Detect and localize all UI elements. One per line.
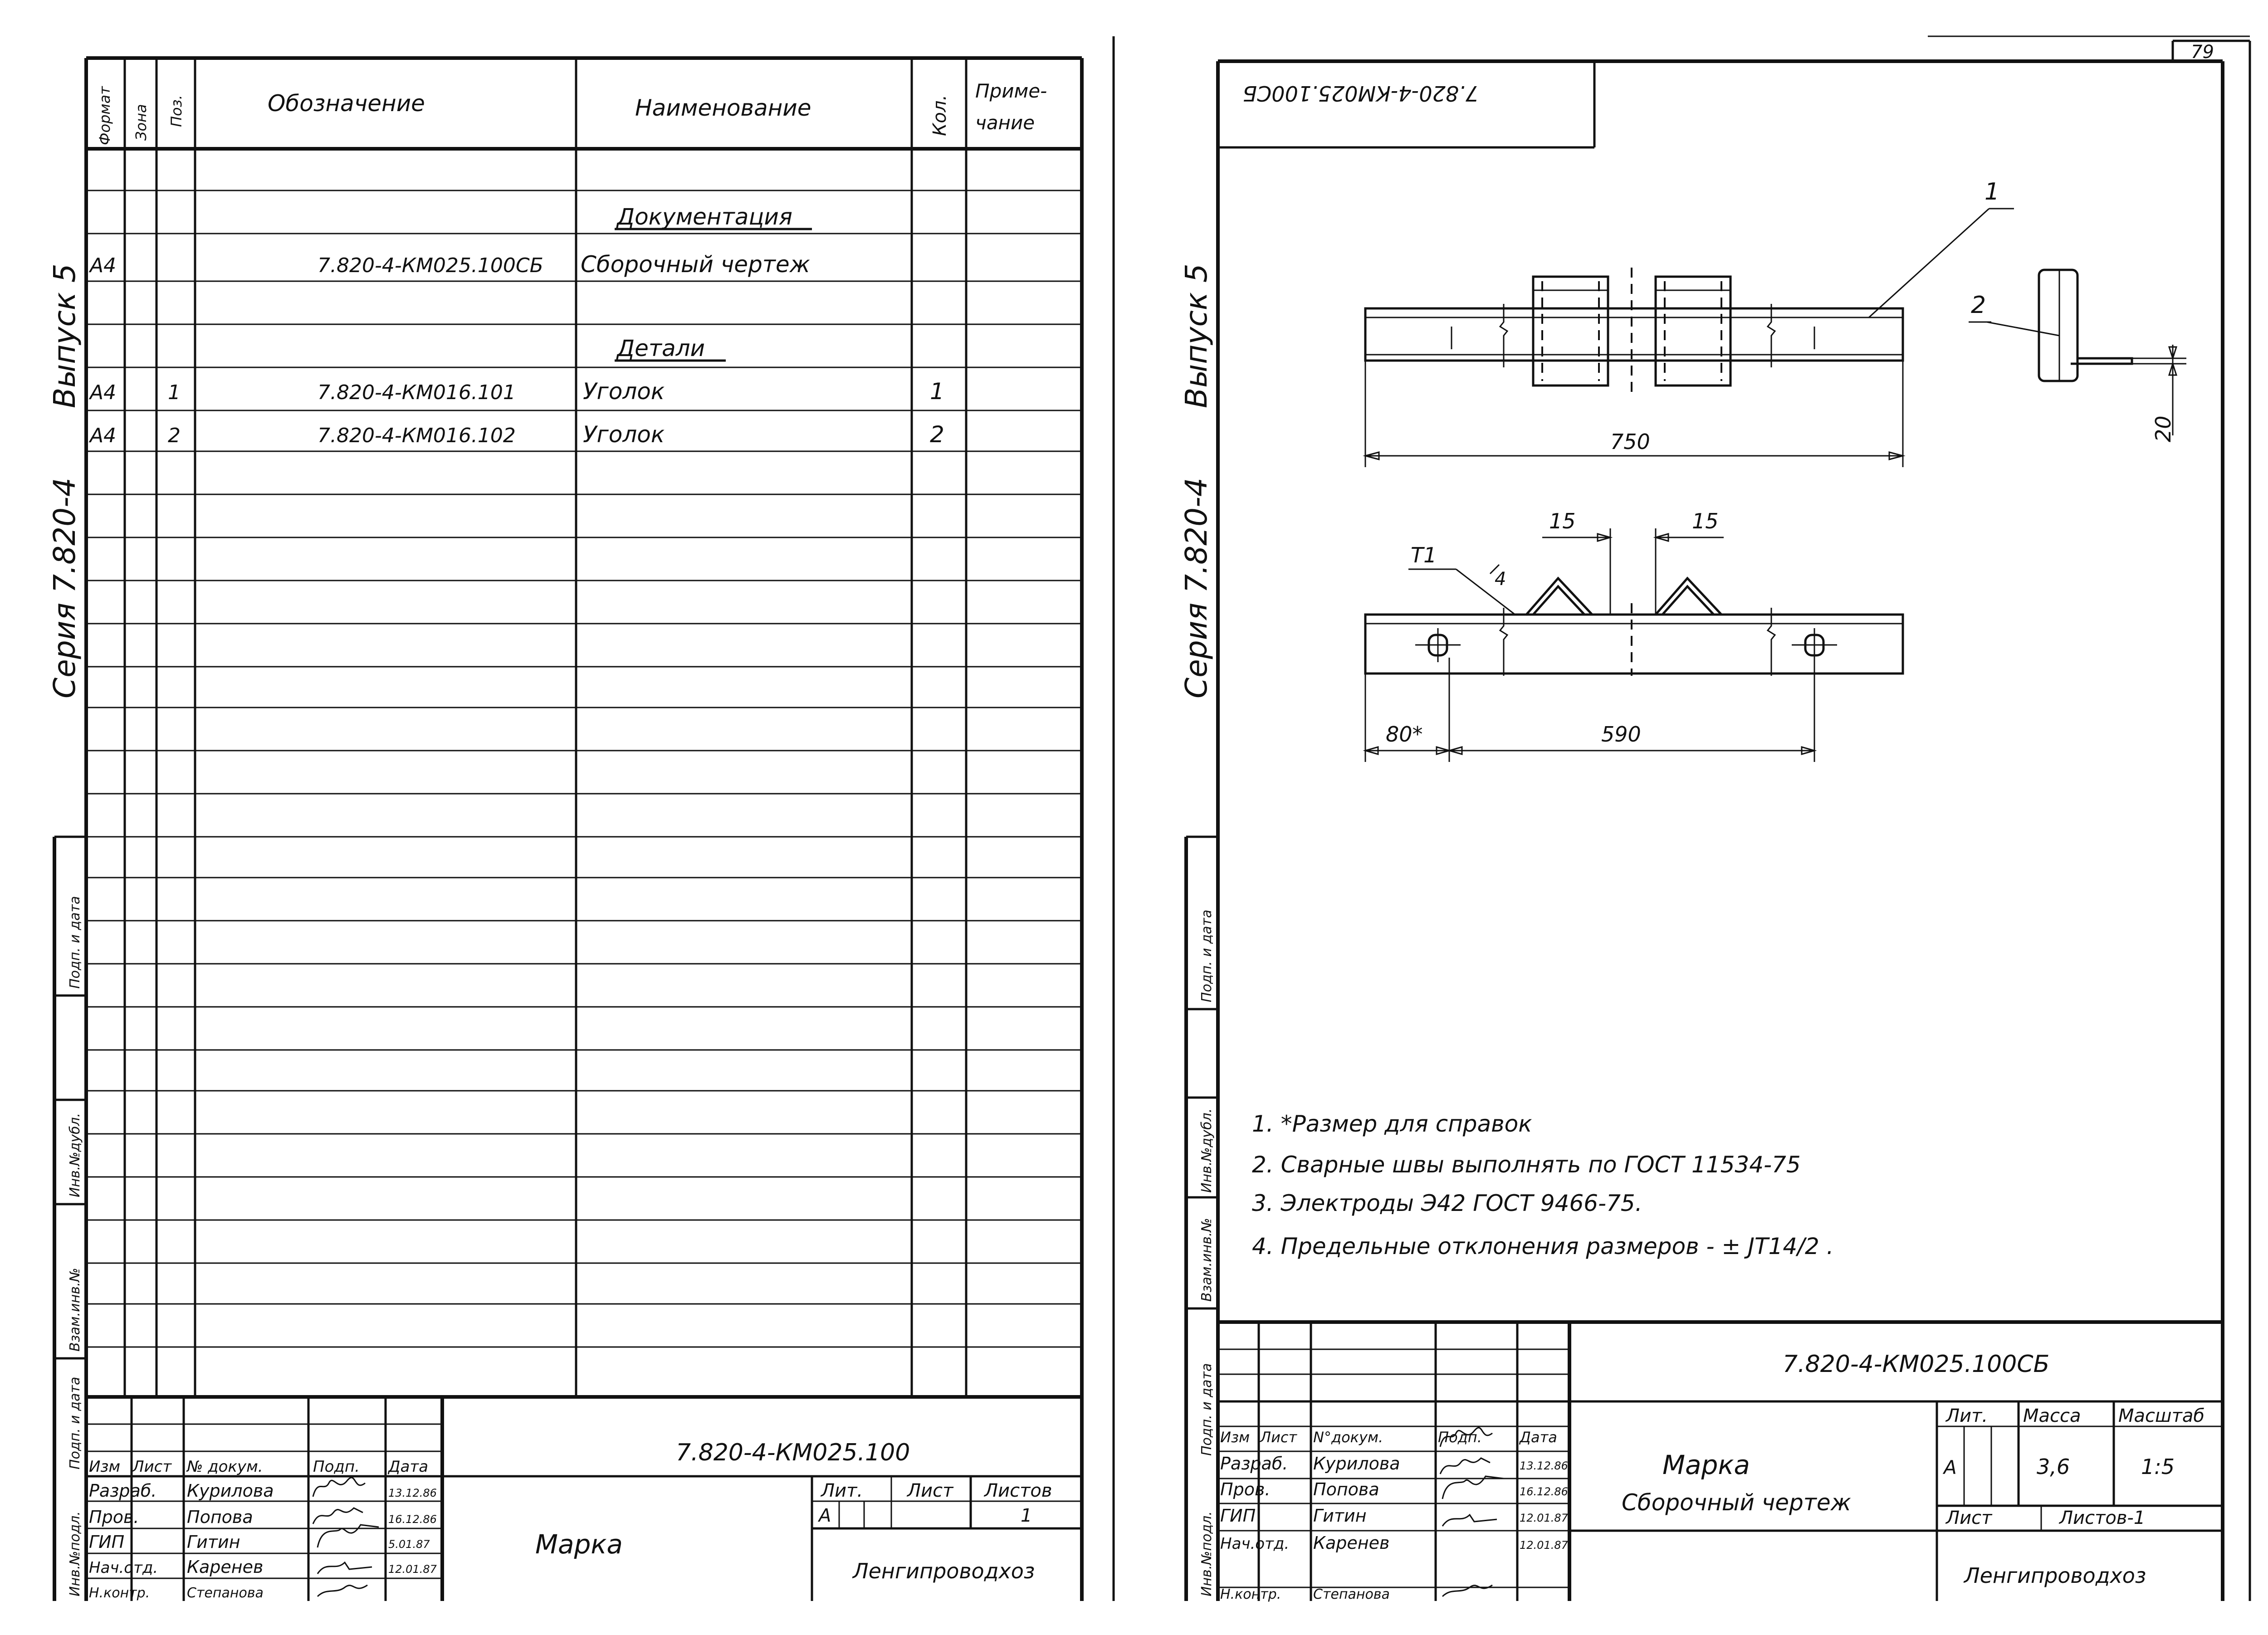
right-tb-massa-label: Масса [2023,1406,2081,1426]
dim-590: 590 [1601,722,1641,747]
spec-grid-lines [86,190,1082,1347]
right-tb-designation: 7.820-4-КМ025.100СБ [1783,1351,2050,1378]
left-tb-lit-value: А [819,1505,831,1526]
row2-kol: 1 [930,378,944,405]
left-tb-name-4: Каренев [187,1557,264,1577]
section-documentation: Документация [617,204,792,230]
weld-leg: 4 [1495,569,1506,590]
right-side-label-seriya: Серия 7.820-4 [1179,478,1214,698]
right-tb-masshtab-label: Масштаб [2118,1406,2205,1426]
left-tb-name-3: Гитин [187,1532,240,1552]
dim-15-left: 15 [1549,509,1576,533]
right-tb-masshtab-value: 1:5 [2141,1454,2175,1479]
right-tb-name-1: Курилова [1313,1454,1400,1474]
dim-15-right: 15 [1692,509,1719,533]
right-tb-lit-value: А [1944,1456,1957,1479]
right-tb-date-2: 16.12.86 [1520,1485,1568,1498]
right-tb-lit-label: Лит. [1946,1406,1988,1426]
left-tb-date-3: 5.01.87 [388,1538,430,1551]
right-signatures [1440,1428,1504,1596]
left-tb-listov-label: Листов [984,1480,1052,1501]
right-tb-name-3: Гитин [1313,1506,1367,1526]
left-side-label-vypusk: Выпуск 5 [47,264,82,408]
left-stamp-label-4: Инв.№дубл. [67,1113,83,1197]
row3-poz: 2 [168,424,181,447]
note-3: 3. Электроды Э42 ГОСТ 9466-75. [1252,1190,1642,1216]
right-tb-name-2: Попова [1313,1479,1379,1499]
right-stamp-label-3: Взам.инв.№ [1199,1218,1215,1302]
left-tb-col-doc: № докум. [187,1458,263,1476]
left-stamp-label-1: Инв.№подл. [67,1511,83,1596]
right-tb-name-2-text: Сборочный чертеж [1622,1489,1851,1516]
right-tb-col-doc: N°докум. [1313,1429,1383,1446]
left-tb-name-2: Попова [187,1507,253,1527]
header-primechanie-1: Приме- [975,80,1047,102]
right-tb-date-4: 12.01.87 [1520,1539,1568,1552]
left-tb-date-4: 12.01.87 [388,1563,437,1576]
header-oboznachenie: Обозначение [268,90,425,117]
left-tb-name-1: Курилова [187,1481,274,1501]
assembly-view-top [1365,209,2014,467]
header-primechanie-2: чание [975,112,1035,134]
left-tb-role-3: ГИП [89,1532,125,1552]
header-kol: Кол. [929,94,950,136]
left-tb-role-2: Пров. [89,1507,139,1527]
left-tb-designation: 7.820-4-КМ025.100 [676,1439,910,1466]
right-tb-role-3: ГИП [1220,1506,1256,1526]
right-stamp-label-4: Инв.№дубл. [1199,1108,1215,1193]
upside-down-designation: 7.820-4-КМ025.100СБ [1242,81,1479,106]
right-sheet [1186,36,2250,1601]
left-sheet [54,58,1082,1601]
right-tb-role-1: Разраб. [1220,1454,1288,1474]
section-details: Детали [617,335,705,361]
left-tb-org: Ленгипроводхоз [853,1559,1035,1583]
row2-format: А4 [90,381,117,404]
left-tb-col-data: Дата [388,1458,429,1476]
right-tb-role-5: Н.контр. [1220,1586,1281,1602]
left-tb-col-izm: Изм [89,1458,121,1476]
row3-kol: 2 [930,421,944,448]
note-4: 4. Предельные отклонения размеров - ± JT14/2 . [1252,1233,1834,1259]
angle-section-view [1969,270,2186,435]
row1-format: А4 [90,254,117,277]
right-tb-name-4: Каренев [1313,1533,1390,1553]
position-1-label: 1 [1984,178,2000,205]
left-tb-name-5: Степанова [187,1585,264,1601]
header-naimenovanie: Наименование [635,95,811,121]
right-stamp-label-5: Подп. и дата [1199,909,1215,1002]
left-tb-col-list: Лист [132,1458,172,1476]
left-tb-listov-value: 1 [1021,1505,1032,1526]
header-zona: Зона [132,104,150,141]
right-tb-role-2: Пров. [1220,1479,1271,1499]
right-tb-col-list: Лист [1260,1429,1297,1446]
right-tb-massa-value: 3,6 [2037,1454,2070,1479]
left-tb-role-1: Разраб. [89,1481,157,1501]
right-tb-role-4: Нач.отд. [1220,1535,1290,1553]
left-tb-lit-label: Лит. [821,1480,863,1501]
left-tb-role-5: Н.контр. [89,1585,150,1601]
left-stamp-label-5: Подп. и дата [67,896,83,989]
header-poz: Поз. [168,95,185,127]
left-tb-date-1: 13.12.86 [388,1487,437,1499]
right-tb-date-1: 13.12.86 [1520,1459,1568,1472]
row3-format: А4 [90,424,117,447]
right-tb-name-1-text: Марка [1662,1450,1750,1480]
right-stamp-label-1: Инв.№подл. [1199,1511,1215,1596]
right-tb-name-5: Степанова [1313,1586,1390,1602]
note-1: 1. *Размер для справок [1252,1111,1532,1137]
left-tb-date-2: 16.12.86 [388,1513,437,1526]
right-tb-list-label: Лист [1946,1508,1992,1528]
row1-name: Сборочный чертеж [581,251,810,278]
left-tb-name: Марка [535,1529,623,1560]
left-stamp-label-3: Взам.инв.№ [67,1268,83,1352]
row2-designation: 7.820-4-КМ016.101 [318,381,516,404]
right-tb-col-podp: Подп. [1438,1429,1482,1446]
weld-mark: Т1 [1411,543,1437,567]
page-number: 79 [2191,42,2214,63]
note-2: 2. Сварные швы выполнять по ГОСТ 11534-75 [1252,1152,1801,1178]
row2-poz: 1 [168,381,181,404]
right-tb-col-izm: Изм [1220,1429,1250,1446]
right-tb-col-data: Дата [1520,1429,1557,1446]
left-tb-list-label: Лист [907,1480,953,1501]
dim-750: 750 [1610,429,1650,454]
row3-name: Уголок [583,421,665,448]
dim-20: 20 [2151,415,2175,442]
right-tb-org: Ленгипроводхоз [1964,1563,2146,1588]
position-2-label: 2 [1971,292,1986,319]
left-tb-role-4: Нач.отд. [89,1559,158,1577]
row2-name: Уголок [583,378,665,405]
right-tb-listov-label: Листов-1 [2059,1508,2146,1528]
dim-80: 80* [1386,722,1423,747]
left-side-label-seriya: Серия 7.820-4 [47,478,82,698]
right-side-label-vypusk: Выпуск 5 [1179,264,1214,408]
right-stamp-label-2: Подп. и дата [1199,1363,1215,1456]
row3-designation: 7.820-4-КМ016.102 [318,424,516,447]
row1-designation: 7.820-4-КМ025.100СБ [318,254,543,277]
right-tb-date-3: 12.01.87 [1520,1512,1568,1524]
left-tb-col-podp: Подп. [313,1458,360,1476]
header-format: Формат [96,86,113,145]
left-stamp-label-2: Подп. и дата [67,1376,83,1469]
